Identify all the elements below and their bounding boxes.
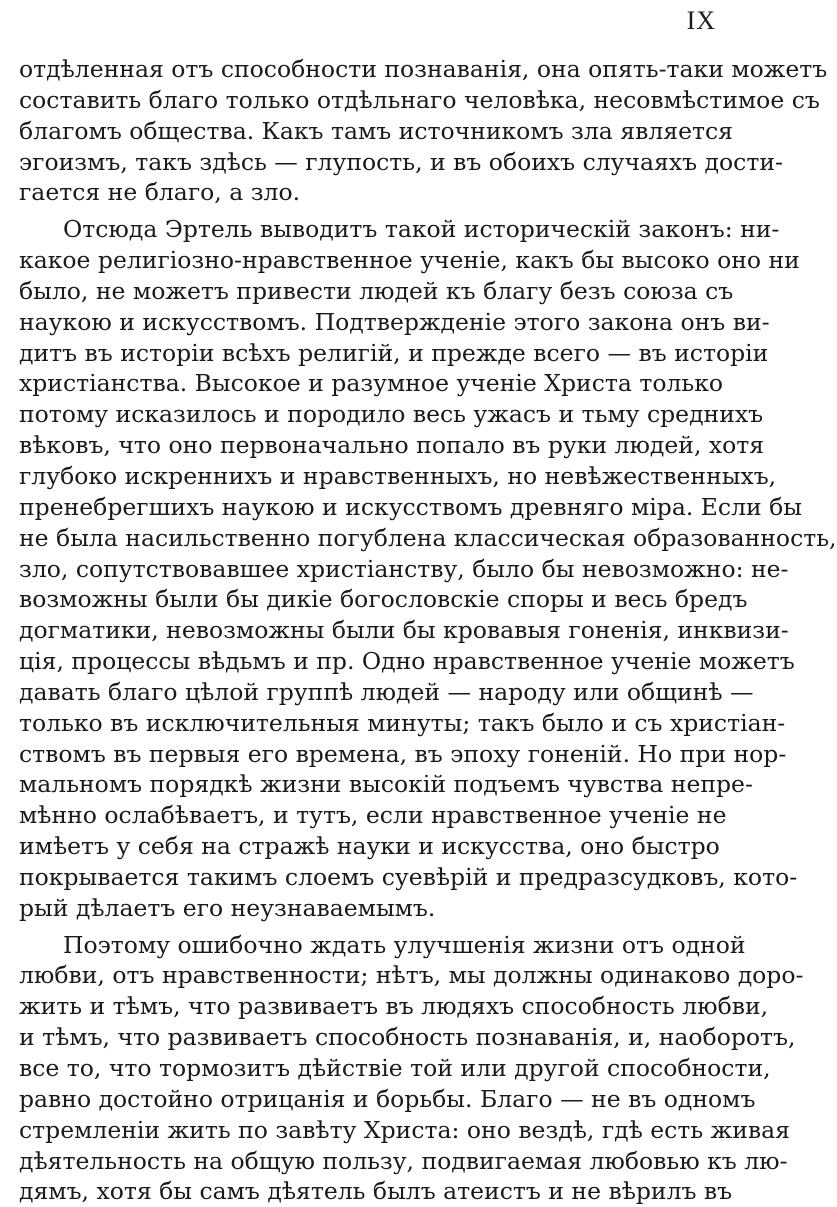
text-line: все то, что тормозитъ дѣйствіе той или другой способности, xyxy=(19,1054,771,1082)
body-text xyxy=(19,54,837,1207)
text-line: ція, процессы вѣдьмъ и пр. Одно нравственное ученіе можетъ xyxy=(19,647,795,676)
text-line: дитъ въ исторіи всѣхъ религій, и прежде всего — въ исторіи xyxy=(19,338,769,367)
text-line: возможны были бы дикіе богословскіе споры и весь бредъ xyxy=(19,585,748,614)
text-line: стремленіи жить по завѣту Христа: оно вездѣ, гдѣ есть живая xyxy=(19,1115,790,1144)
text-line: Поэтому ошибочно ждать улучшенія жизни отъ одной xyxy=(63,930,746,959)
text-line: имѣетъ у себя на стражѣ науки и искусства, оно быстро xyxy=(19,832,720,861)
text-line: эгоизмъ, такъ здѣсь — глупость, и въ обоихъ случаяхъ дости- xyxy=(19,147,783,176)
text-line: мальномъ порядкѣ жизни высокій подъемъ чувства непре- xyxy=(19,770,753,799)
text-line: зло, сопутствовавшее христіанству, было бы невозможно: не- xyxy=(19,554,789,583)
text-line: дямъ, хотя бы самъ дѣятель былъ атеистъ и не вѣрилъ въ xyxy=(19,1177,733,1206)
text-line: рый дѣлаетъ его неузнаваемымъ. xyxy=(19,893,436,922)
text-line: отдѣленная отъ способности познаванія, она опять-таки можетъ xyxy=(19,55,828,83)
text-line: глубоко искреннихъ и нравственныхъ, но невѣжественныхъ, xyxy=(19,461,777,490)
text-line: только въ исключительныя минуты; такъ было и съ христіан- xyxy=(19,708,786,737)
text-line: мѣнно ослабѣваетъ, и тутъ, если нравственное ученіе не xyxy=(19,801,727,830)
text-line: Отсюда Эртель выводитъ такой историческій законъ: ни- xyxy=(63,215,780,244)
text-line: и тѣмъ, что развиваетъ способность познаванія, и, наоборотъ, xyxy=(19,1023,796,1052)
text-line: не была насильственно погублена классическая образованность, xyxy=(19,523,837,552)
text-line: христіанства. Высокое и разумное ученіе Христа только xyxy=(19,369,724,398)
text-line: дѣятельность на общую пользу, подвигаемая любовью къ лю- xyxy=(19,1146,788,1175)
text-line: какое религіозно-нравственное ученіе, какъ бы высоко оно ни xyxy=(19,246,800,275)
text-line: потому исказилось и породило весь ужасъ и тьму среднихъ xyxy=(19,400,764,429)
text-line: равно достойно отрицанія и борьбы. Благо — не въ одномъ xyxy=(19,1084,756,1113)
text-line: покрывается такимъ слоемъ суевѣрій и предразсудковъ, кото- xyxy=(19,862,798,891)
text-line: любви, отъ нравственности; нѣтъ, мы должны одинаково доро- xyxy=(19,961,804,990)
text-line: было, не можетъ привести людей къ благу безъ союза съ xyxy=(19,276,734,305)
page-number: IX xyxy=(686,6,716,35)
text-line: гается не благо, а зло. xyxy=(19,178,301,207)
text-line: вѣковъ, что оно первоначально попало въ руки людей, хотя xyxy=(19,431,765,460)
text-line: ствомъ въ первыя его времена, въ эпоху гоненій. Но при нор- xyxy=(19,739,787,768)
text-line: давать благо цѣлой группѣ людей — народу или общинѣ — xyxy=(19,677,754,706)
text-line: благомъ общества. Какъ тамъ источникомъ зла является xyxy=(19,116,733,145)
text-line: догматики, невозможны были бы кровавыя гоненія, инквизи- xyxy=(19,616,789,645)
text-line: жить и тѣмъ, что развиваетъ въ людяхъ способность любви, xyxy=(19,992,769,1021)
text-line: пренебрегшихъ наукою и искусствомъ древняго міра. Если бы xyxy=(19,492,803,521)
text-line: составить благо только отдѣльнаго человѣка, несовмѣстимое съ xyxy=(19,85,820,114)
text-line: наукою и искусствомъ. Подтвержденіе этого закона онъ ви- xyxy=(19,307,770,336)
